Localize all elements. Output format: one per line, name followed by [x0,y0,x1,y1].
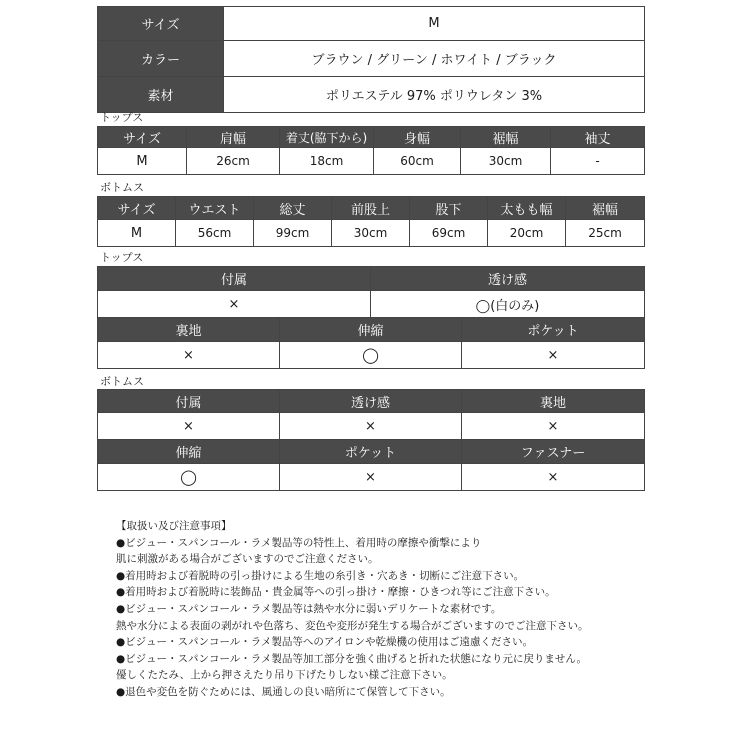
bottoms-size-header: 前股上 [332,197,410,220]
tops-size-header: 袖丈 [551,127,645,148]
bottoms-size-header-row [98,197,645,220]
note-line: ●ビジュー・スパンコール・ラメ製品等は熱や水分に弱いデリケートな素材です。 [116,602,502,615]
note-line: ●退色や変色を防ぐためには、風通しの良い暗所にて保管して下さい。 [116,685,451,698]
tops-attr2-header-row [98,318,645,342]
note-line: ●着用時および着脱時に装飾品・貴金属等への引っ掛け・摩擦・ひきつれ等にご注意下さい。 [116,586,556,599]
note-line: 肌に刺激がある場合がございますのでご注意ください。 [116,553,379,566]
bottoms-size-cell: 25cm [566,220,645,247]
bottoms-attr-header: 裏地 [462,390,645,413]
tops-attr-header: 付属 [98,267,371,291]
bottoms-size-cell: 69cm [410,220,488,247]
note-line: ●ビジュー・スパンコール・ラメ製品等の特性上、着用時の摩擦や衝撃により [116,536,482,549]
summary-row-material [98,77,645,113]
tops-size-cell: 60cm [374,148,461,175]
bottoms-attr-cell: × [462,413,645,440]
bottoms-size-cell: 56cm [176,220,254,247]
note-line: ●着用時および着脱時の引っ掛けによる生地の糸引き・穴あき・切断にご注意下さい。 [116,569,525,582]
bottoms-attr-header: 付属 [98,390,280,413]
bottoms-attr2-cell: × [280,464,462,491]
tops-size-cell: 30cm [461,148,551,175]
tops-attr-table-1 [97,266,645,318]
tops-attr2-header: 裏地 [98,318,280,342]
tops-size-cell: - [551,148,645,175]
bottoms-size-header: 股下 [410,197,488,220]
tops-attr-header: 透け感 [371,267,645,291]
note-line: ●ビジュー・スパンコール・ラメ製品等加工部分を強く曲げると折れた状態になり元に戻りません。 [116,652,588,665]
bottoms-attr-header-row [98,390,645,413]
bottoms-attr2-header: ポケット [280,440,462,464]
bottoms-size-header: 太もも幅 [488,197,566,220]
bottoms-size-row [98,220,645,247]
tops-attr2-cell: ◯ [280,342,462,369]
tops-size-cell: M [98,148,187,175]
tops-size-table [97,126,645,175]
bottoms-size-header: 総丈 [254,197,332,220]
tops-size-cell: 18cm [280,148,374,175]
tops-size-row [98,148,645,175]
bottoms-size-cell: 20cm [488,220,566,247]
bottoms-size-header: ウエスト [176,197,254,220]
bottoms-attr-section-label: ボトムス [100,375,144,388]
bottoms-attr2-cell: × [462,464,645,491]
tops-attr2-header: 伸縮 [280,318,462,342]
summary-value-material: ポリエステル 97% ポリウレタン 3% [224,77,645,113]
tops-attr-header-row [98,267,645,291]
tops-attr-cell: × [98,291,371,318]
bottoms-attr-row [98,413,645,440]
summary-value-size: M [224,7,645,41]
notes-heading: 【取扱い及び注意事項】 [116,520,232,532]
tops-attr2-header: ポケット [462,318,645,342]
tops-size-header: 裾幅 [461,127,551,148]
bottoms-attr-header: 透け感 [280,390,462,413]
note-line: 熱や水分による表面の剥がれや色落ち、変色や変形が発生する場合がございますのでご注意下さい。 [116,619,589,632]
tops-size-header: サイズ [98,127,187,148]
bottoms-size-table [97,196,645,247]
summary-row-size [98,7,645,41]
tops-attr2-cell: × [462,342,645,369]
bottoms-attr-table [97,389,645,491]
tops-attr2-cell: × [98,342,280,369]
summary-label-size: サイズ [98,7,224,41]
bottoms-attr-cell: × [98,413,280,440]
tops-size-header: 着丈(脇下から) [280,127,374,148]
bottoms-attr2-header: 伸縮 [98,440,280,464]
tops-size-cell: 26cm [187,148,280,175]
bottoms-attr2-cell: ◯ [98,464,280,491]
tops-attr2-row [98,342,645,369]
bottoms-size-header: 裾幅 [566,197,645,220]
bottoms-size-cell: M [98,220,176,247]
care-notes [116,518,726,701]
tops-size-header-row [98,127,645,148]
summary-label-color: カラー [98,41,224,77]
bottoms-section-label: ボトムス [100,181,144,194]
note-line: ●ビジュー・スパンコール・ラメ製品等へのアイロンや乾燥機の使用はご遠慮ください。 [116,636,533,649]
tops-attr-row [98,291,645,318]
bottoms-attr2-header-row [98,440,645,464]
summary-table [97,6,645,113]
tops-section-label: トップス [100,111,144,124]
tops-size-header: 身幅 [374,127,461,148]
tops-size-header: 肩幅 [187,127,280,148]
summary-row-color [98,41,645,77]
summary-value-color: ブラウン / グリーン / ホワイト / ブラック [224,41,645,77]
tops-attr-cell: ◯(白のみ) [371,291,645,318]
note-line: 優しくたたみ、上から押さえたり吊り下げたりしない様ご注意下さい。 [116,669,453,682]
bottoms-size-cell: 30cm [332,220,410,247]
bottoms-attr2-row [98,464,645,491]
tops-attr-table-2 [97,317,645,369]
summary-label-material: 素材 [98,77,224,113]
bottoms-size-cell: 99cm [254,220,332,247]
tops-attr-section-label: トップス [100,251,144,264]
bottoms-attr-cell: × [280,413,462,440]
bottoms-attr2-header: ファスナー [462,440,645,464]
bottoms-size-header: サイズ [98,197,176,220]
